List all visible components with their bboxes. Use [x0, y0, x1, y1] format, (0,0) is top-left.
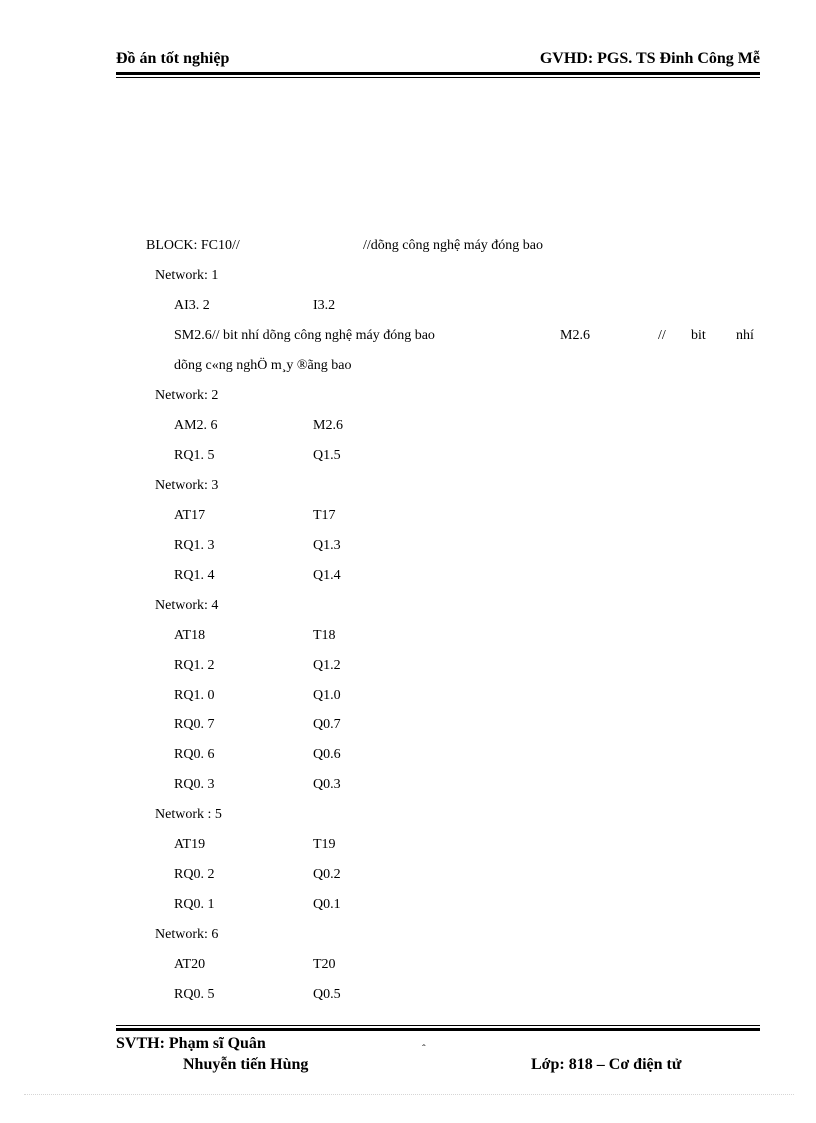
- code-arg: Q0.6: [313, 747, 341, 762]
- footer-student-2: Nhuyễn tiến Hùng: [183, 1056, 309, 1073]
- network-label: Network: 6: [155, 927, 219, 942]
- code-op: SM2.6// bit nhí dõng công nghệ máy đóng bao: [174, 328, 435, 343]
- footer-class: Lớp: 818 – Cơ điện tử: [531, 1056, 682, 1073]
- code-op: AI3. 2: [174, 298, 210, 313]
- code-arg: I3.2: [313, 298, 336, 313]
- code-op: AT17: [174, 508, 206, 523]
- header-rule-thin: [116, 77, 760, 78]
- footer-rule-thick: [116, 1028, 760, 1031]
- header-title: Đồ án tốt nghiệp: [116, 50, 230, 67]
- code-arg: M2.6: [313, 418, 343, 433]
- page-header: [116, 50, 760, 74]
- code-arg: T20: [313, 957, 336, 972]
- code-arg: Q1.5: [313, 448, 341, 463]
- comment-word: bit: [691, 328, 706, 343]
- code-op: AT20: [174, 957, 206, 972]
- comment-slashes: //: [658, 328, 666, 343]
- header-supervisor: GVHD: PGS. TS Đinh Công Mễ: [539, 50, 760, 67]
- code-op: RQ1. 3: [174, 538, 215, 553]
- code-arg: Q1.2: [313, 658, 341, 673]
- code-arg: Q0.3: [313, 777, 341, 792]
- network-label: Network: 2: [155, 388, 219, 403]
- code-op: RQ1. 0: [174, 688, 215, 703]
- code-op: RQ0. 6: [174, 747, 215, 762]
- code-arg: Q0.1: [313, 897, 341, 912]
- network-label: Network : 5: [155, 807, 222, 822]
- code-op: RQ1. 5: [174, 448, 215, 463]
- header-rule-thick: [116, 72, 760, 75]
- code-op: AT19: [174, 837, 206, 852]
- code-arg: Q0.2: [313, 867, 341, 882]
- code-arg: T17: [313, 508, 336, 523]
- network-label: Network: 1: [155, 268, 219, 283]
- network-label: Network: 4: [155, 598, 219, 613]
- block-comment: //dõng công nghệ máy đóng bao: [363, 238, 544, 253]
- code-arg: Q0.7: [313, 717, 341, 732]
- code-arg: T19: [313, 837, 336, 852]
- code-arg: Q0.5: [313, 987, 341, 1002]
- code-arg: Q1.3: [313, 538, 341, 553]
- code-op: AM2. 6: [174, 418, 218, 433]
- code-op: AT18: [174, 628, 206, 643]
- footer-student: SVTH: Phạm sĩ Quân: [116, 1035, 266, 1052]
- comment-continuation: dõng c«ng nghÖ m¸y ®ãng bao: [174, 358, 352, 373]
- code-arg: Q1.0: [313, 688, 341, 703]
- code-arg: M2.6: [560, 328, 590, 343]
- code-arg: T18: [313, 628, 336, 643]
- code-op: RQ1. 4: [174, 568, 215, 583]
- comment-word: nhí: [736, 328, 754, 343]
- footer-rule-thin: [116, 1025, 760, 1026]
- code-op: RQ0. 2: [174, 867, 215, 882]
- code-arg: Q1.4: [313, 568, 341, 583]
- code-op: RQ0. 5: [174, 987, 215, 1002]
- code-op: RQ0. 1: [174, 897, 215, 912]
- page-number: ˆ: [422, 1043, 426, 1055]
- page-edge-divider: [24, 1094, 794, 1095]
- code-op: RQ0. 3: [174, 777, 215, 792]
- code-op: RQ0. 7: [174, 717, 215, 732]
- code-op: RQ1. 2: [174, 658, 215, 673]
- network-label: Network: 3: [155, 478, 219, 493]
- block-name: BLOCK: FC10//: [146, 238, 240, 253]
